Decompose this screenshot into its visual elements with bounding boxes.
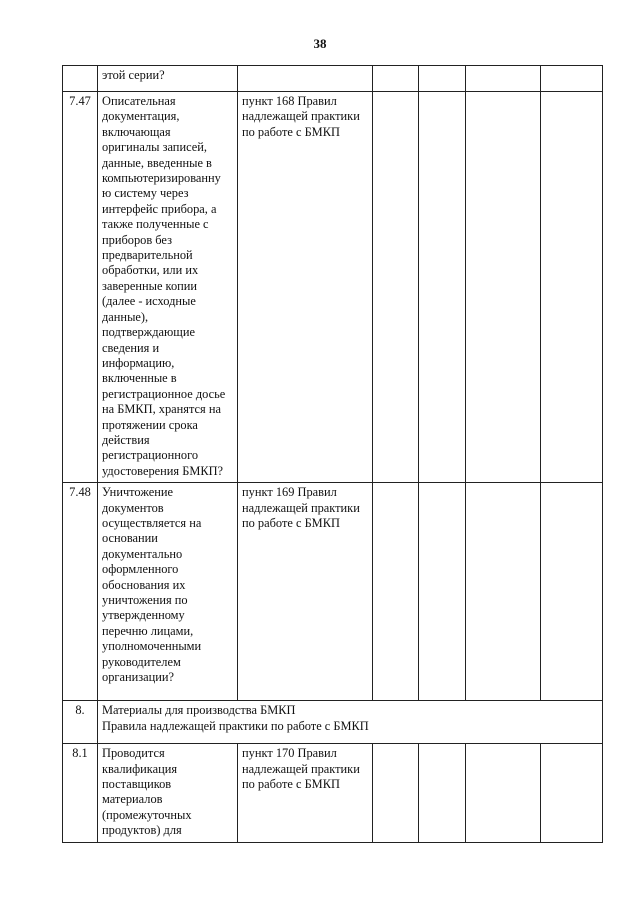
answer-na-cell [466,66,541,92]
answer-yes-cell [373,92,419,483]
checklist-table [62,65,603,843]
page-number: 38 [313,36,327,51]
notes-cell [541,92,603,483]
table-row [63,66,603,92]
reference-cell: пункт 170 Правил надлежащей практики по работе с БМКП [238,744,373,842]
answer-no-cell [419,92,466,483]
answer-yes-cell [373,66,419,92]
answer-na-cell [466,483,541,701]
answer-yes-cell [373,744,419,842]
answer-na-cell [466,744,541,842]
answer-na-cell [466,92,541,483]
answer-no-cell [419,744,466,842]
question-cell: этой серии? [98,66,238,92]
reference-cell: пункт 168 Правил надлежащей практики по работе с БМКП [238,92,373,483]
item-number: 8.1 [63,744,98,842]
question-cell: Описательная документация, включающая оригиналы записей, данные, введенные в компьютеризированну ю систему через интерфейс прибора, а также полученные с приборов без предварительной обработки, или их заверенные копии (далее - исходные данные), подтверждающие сведения и информацию, включенные в регистрационное досье на БМКП, хранятся на протяжении срока действия регистрационного удостоверения БМКП? [98,92,238,483]
notes-cell [541,483,603,701]
answer-no-cell [419,66,466,92]
table-row [63,744,603,842]
section-row [63,701,603,744]
item-number: 7.47 [63,92,98,483]
reference-cell: пункт 169 Правил надлежащей практики по работе с БМКП [238,483,373,701]
item-number: 7.48 [63,483,98,701]
question-cell: Проводится квалификация поставщиков материалов (промежуточных продуктов) для [98,744,238,842]
answer-yes-cell [373,483,419,701]
notes-cell [541,744,603,842]
notes-cell [541,66,603,92]
table-row [63,92,603,483]
section-number: 8. [63,701,98,744]
item-number [63,66,98,92]
reference-cell [238,66,373,92]
table-row [63,483,603,701]
section-title: Материалы для производства БМКП Правила надлежащей практики по работе с БМКП [98,701,603,744]
question-cell: Уничтожение документов осуществляется на основании документально оформленного обоснования их уничтожения по утвержденному перечню лицами, уполномоченными руководителем организации? [98,483,238,701]
answer-no-cell [419,483,466,701]
